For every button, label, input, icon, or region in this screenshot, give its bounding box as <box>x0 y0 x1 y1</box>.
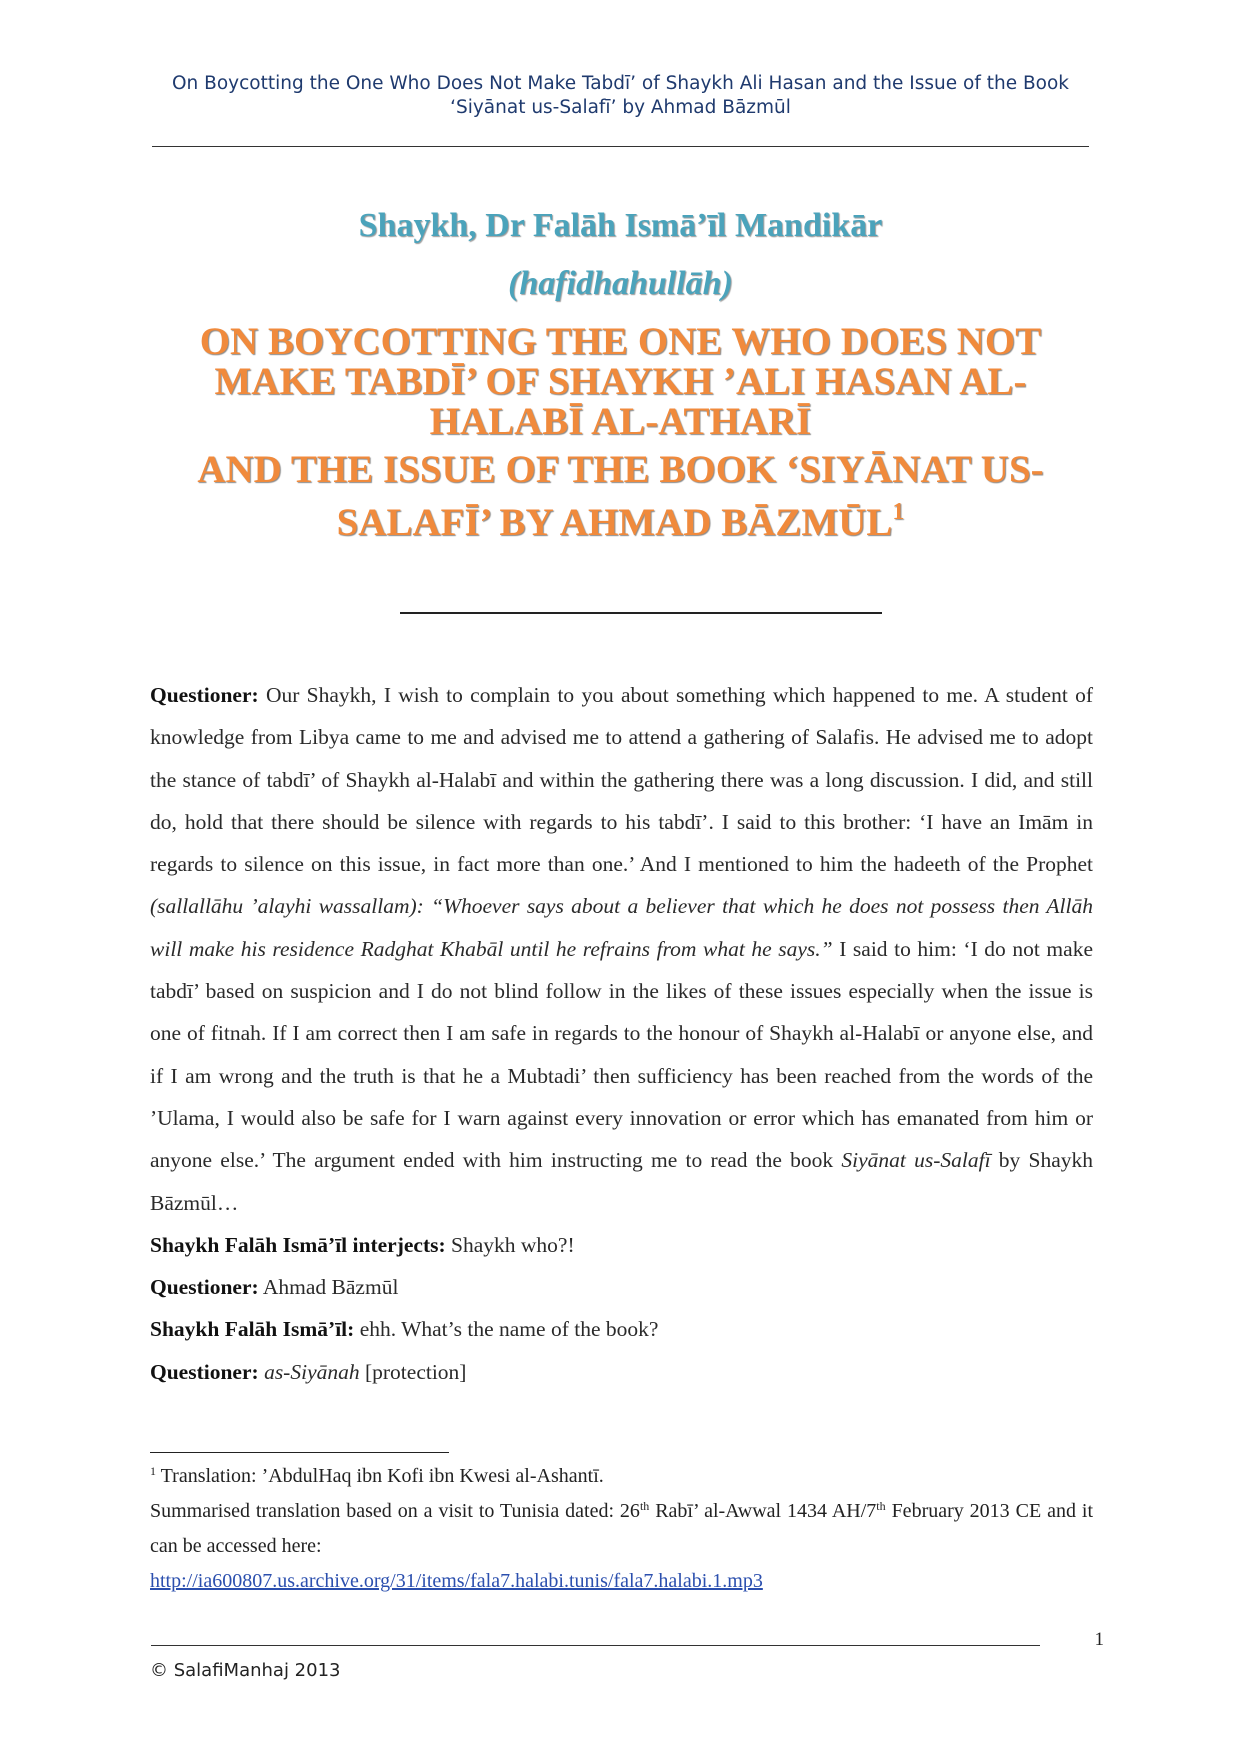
dialogue-paragraph-5 <box>150 1351 1093 1393</box>
paragraph-text: Shaykh who?! <box>445 1232 575 1257</box>
title-divider <box>400 612 882 614</box>
page-number: 1 <box>1094 1629 1104 1650</box>
footnote-marker: 1 <box>150 1464 156 1478</box>
author-name: Shaykh, Dr Falāh Ismā’īl Mandikār <box>358 207 883 244</box>
running-header-line-1: On Boycotting the One Who Does Not Make Tabdī’ of Shaykh Ali Hasan and the Issue of the Book <box>171 73 1070 94</box>
paragraph-text: Ahmad Bāzmūl <box>258 1275 399 1300</box>
speaker-label: Questioner: <box>150 683 259 707</box>
copyright-notice: © SalafiManhaj 2013 <box>150 1660 341 1681</box>
footnote-translation: $^1$ Translation: ’AbdulHaq ibn Kofi ibn Kwesi al-Ashantī. <box>150 1464 604 1487</box>
dialogue-paragraph-3 <box>150 1266 1093 1308</box>
footnotes <box>150 1459 1093 1599</box>
speaker-label: Questioner: <box>150 1275 259 1300</box>
book-title: as-Siyānah <box>264 1359 360 1384</box>
header-divider <box>152 146 1089 147</box>
document-title <box>140 322 1101 543</box>
dialogue-paragraph-1 <box>150 674 1093 1224</box>
footnote-summary: Summarised translation based on a visit to Tunisia dated: 26th Rabī’ al-Awwal 1434 AH/7th February 2013 CE and it can be accessed here: <box>150 1499 1093 1557</box>
speaker-label: Shaykh Falāh Ismā’īl: <box>150 1317 355 1342</box>
title-line-4: AND THE ISSUE OF THE BOOK ‘SIYĀNAT US- <box>197 448 1044 491</box>
dialogue-body <box>150 674 1093 1393</box>
speaker-label: Questioner: <box>150 1359 259 1384</box>
hadith-quote: (sallallāhu ’alayhi wassallam): “Whoever says about a believer that which he does not possess then Allāh will make his residence Radghat Khabāl until he refrains from what he says.” <box>150 894 1093 961</box>
title-line-3: HALABĪ AL-ATHARĪ <box>429 400 812 443</box>
dialogue-paragraph-2 <box>150 1224 1093 1266</box>
paragraph-text: [protection] <box>359 1359 467 1384</box>
footer-divider <box>151 1645 1040 1646</box>
audio-source-link[interactable]: http://ia600807.us.archive.org/31/items/fala7.halabi.tunis/fala7.halabi.1.mp3 <box>150 1570 763 1592</box>
footnote-divider <box>150 1452 449 1453</box>
title-line-5-text: SALAFĪ’ BY AHMAD BĀZMŪL <box>336 501 893 544</box>
title-line-2: MAKE TABDĪ’ OF SHAYKH ’ALI HASAN AL- <box>214 360 1027 403</box>
dialogue-paragraph-4 <box>150 1308 1093 1350</box>
running-header <box>100 72 1141 120</box>
title-footnote-marker[interactable]: 1 <box>892 499 905 525</box>
title-line-1: ON BOYCOTTING THE ONE WHO DOES NOT <box>199 320 1042 363</box>
paragraph-text: I said to him: ‘I do not make tabdī’ based on suspicion and I do not blind follow in the likes of these issues especially when the issue is one of fitnah. If I am correct then I am safe in regards to the honour of Shaykh al-Halabī or anyone else, and if I am wrong and the truth is that he a Mubtadi’ then sufficiency has been reached from the words of the ’Ulama, I would also be safe for I warn against every innovation or error which has emanated from him or anyone else.’ The argument ended with him instructing me to read the book <box>150 936 1093 1173</box>
running-header-line-2: ‘Siyānat us-Salafī’ by Ahmad Bāzmūl <box>450 97 791 118</box>
speaker-label: Shaykh Falāh Ismā’īl interjects: <box>150 1232 446 1257</box>
paragraph-text: Our Shaykh, I wish to complain to you about something which happened to me. A student of knowledge from Libya came to me and advised me to attend a gathering of Salafis. He advised me to adopt the stance of tabdī’ of Shaykh al-Halabī and within the gathering there was a long discussion. I did, and still do, hold that there should be silence with regards to his tabdī’. I said to this brother: ‘I have an Imām in regards to silence on this issue, in fact more than one.’ And I mentioned to him the hadeeth of the Prophet <box>150 683 1093 877</box>
book-title: Siyānat us-Salafī <box>841 1148 991 1173</box>
title-line-5 <box>140 499 1101 544</box>
author-honorific: (hafidhahullāh) <box>508 265 733 302</box>
footnote-link-line <box>150 1564 1093 1599</box>
paragraph-text: ehh. What’s the name of the book? <box>354 1317 659 1342</box>
paragraph-text: by Shaykh Bāzmūl… <box>150 1148 1094 1215</box>
